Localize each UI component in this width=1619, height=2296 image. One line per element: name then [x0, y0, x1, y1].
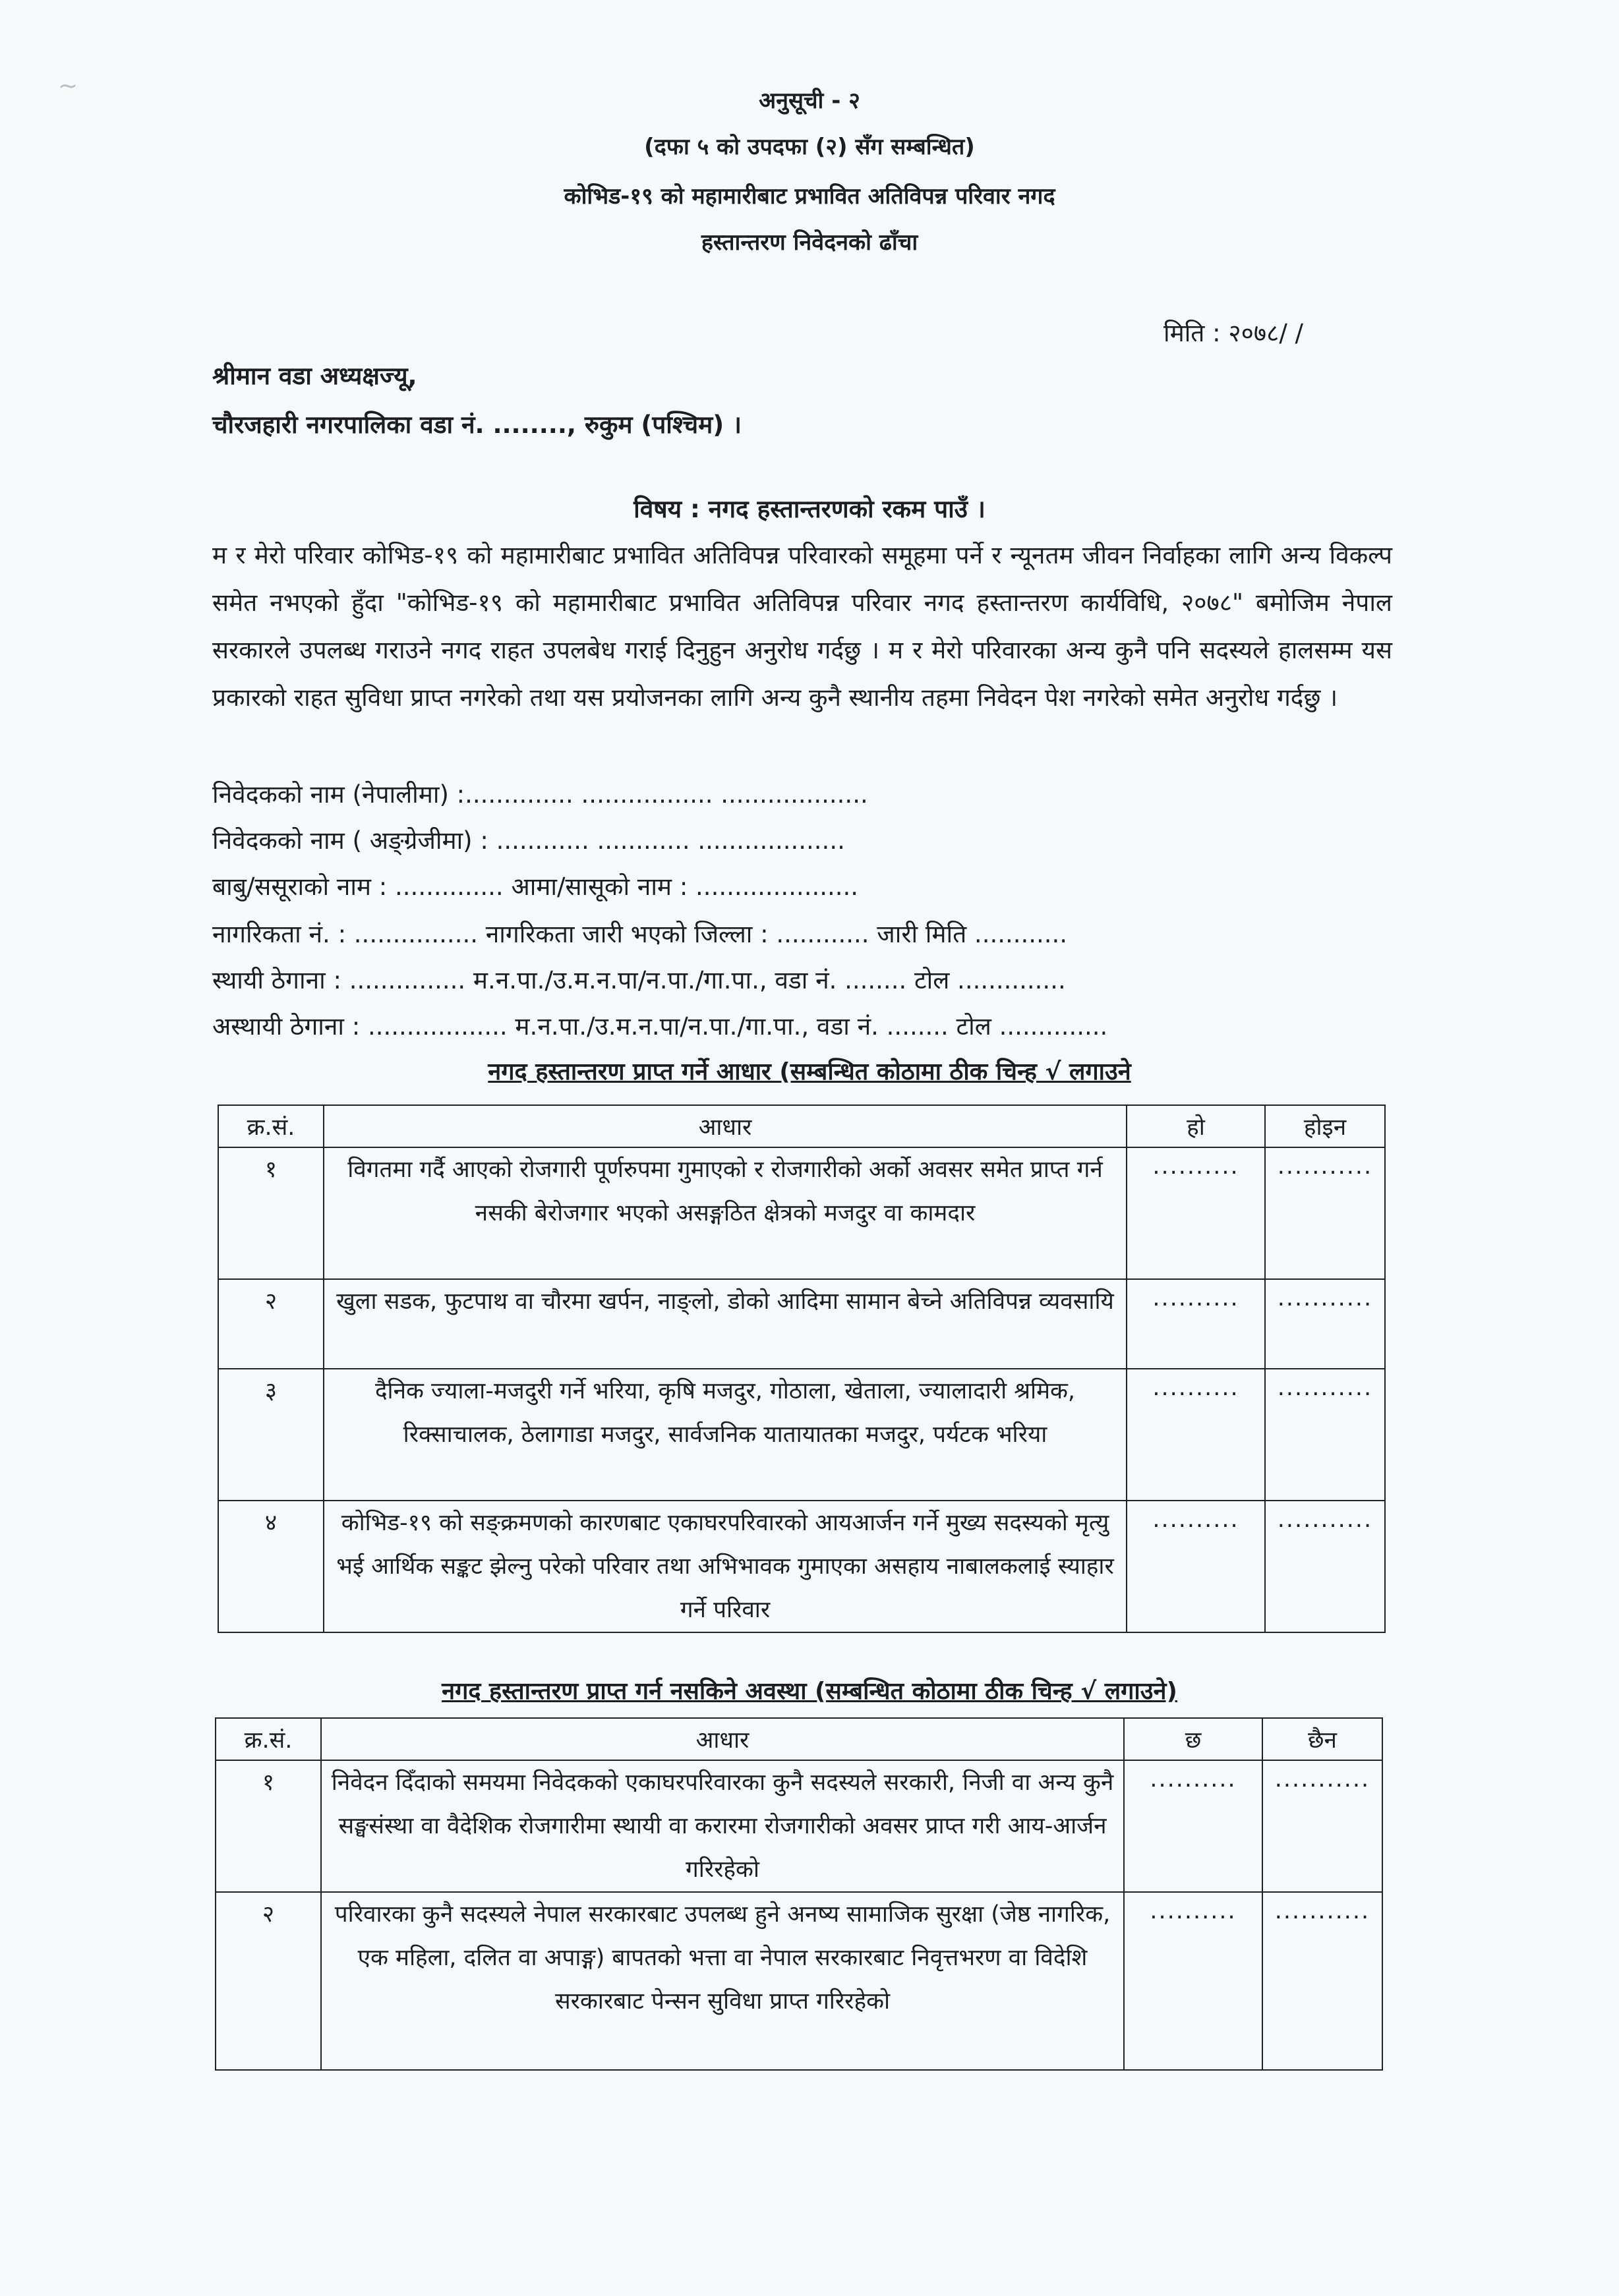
request-paragraph: म र मेरो परिवार कोभिड-१९ को महामारीबाट प्रभावित अतिविपन्न परिवारको समूहमा पर्ने र न्यूनतम जीवन निर्वाहका लागि अन्य विकल्प समेत नभएको हुँदा "कोभिड-१९ को महामारीबाट प्रभावित अतिविपन्न परिवार नगद हस्तान्तरण कार्यविधि, २०७८" बमोजिम नेपाल सरकारले उपलब्ध गराउने नगद राहत उपलबेध गराई दिनुहुन अनुरोध गर्दछु । म र मेरो परिवारका अन्य कुनै पनि सदस्यले हालसम्म यस प्रकारको राहत सुविधा प्राप्त नगरेको तथा यस प्रयोजनका लागि अन्य कुनै स्थानीय तहमा निवेदन पेश नगरेको समेत अनुरोध गर्दछु । — [212, 541, 1392, 712]
section-reference: (दफा ५ को उपदफा (२) सँग सम्बन्धित) — [644, 134, 975, 160]
eligibility-table-title: नगद हस्तान्तरण प्राप्त गर्ने आधार (सम्बन्धित कोठामा ठीक चिन्ह √ लगाउने — [488, 1058, 1131, 1085]
applicant-name-nepali-field: निवेदकको नाम (नेपालीमा) :.............. ................. ................... — [212, 780, 868, 809]
serial-number: २ — [218, 1279, 324, 1369]
column-header: क्र.सं. — [216, 1718, 321, 1760]
serial-number: ३ — [218, 1369, 324, 1501]
criteria-text: परिवारका कुनै सदस्यले नेपाल सरकारबाट उपलब्ध हुने अनष्य सामाजिक सुरक्षा (जेष्ठ नागरिक, एक महिला, दलित वा अपाङ्ग) बापतको भत्ता वा नेपाल सरकारबाट निवृत्तभरण वा विदेशि सरकारबाट पेन्सन सुविधा प्राप्त गरिरहेको — [321, 1892, 1124, 2070]
column-header: आधार — [321, 1718, 1124, 1760]
subject-line: विषय : नगद हस्तान्तरणको रकम पाउँ । — [633, 495, 986, 523]
column-header: हो — [1127, 1105, 1265, 1147]
form-title-line2: हस्तान्तरण निवेदनको ढाँचा — [701, 229, 918, 256]
yes-checkbox-cell[interactable]: .......... — [1127, 1147, 1265, 1279]
form-title-line1: कोभिड-१९ को महामारीबाट प्रभावित अतिविपन्न परिवार नगद — [564, 183, 1055, 210]
table-row — [216, 1892, 1382, 2070]
yes-checkbox-cell[interactable]: .......... — [1127, 1279, 1265, 1369]
no-checkbox-cell[interactable]: ........... — [1265, 1501, 1385, 1632]
criteria-text: निवेदन दिँदाको समयमा निवेदकको एकाघरपरिवारका कुनै सदस्यले सरकारी, निजी वा अन्य कुनै सङ्घसंस्था वा वैदेशिक रोजगारीमा स्थायी वा करारमा रोजगारीको अवसर प्राप्त गरी आय-आर्जन गरिरहेको — [321, 1760, 1124, 1892]
criteria-text: खुला सडक, फुटपाथ वा चौरमा खर्पन, नाङ्लो, डोको आदिमा सामान बेच्ने अतिविपन्न व्यवसायि — [324, 1279, 1127, 1369]
permanent-address-field: स्थायी ठेगाना : ............... म.न.पा./उ.म.न.पा/न.पा./गा.पा., वडा नं. ........ टोल .............. — [212, 966, 1066, 994]
table-row — [218, 1279, 1385, 1369]
yes-checkbox-cell[interactable]: .......... — [1124, 1760, 1262, 1892]
no-checkbox-cell[interactable]: ........... — [1262, 1892, 1382, 2070]
serial-number: ४ — [218, 1501, 324, 1632]
serial-number: १ — [216, 1760, 321, 1892]
column-header: क्र.सं. — [218, 1105, 324, 1147]
eligibility-table — [218, 1105, 1386, 1633]
addressee-title: श्रीमान वडा अध्यक्षज्यू, — [212, 362, 417, 390]
table-row — [218, 1369, 1385, 1501]
column-header: छैन — [1262, 1718, 1382, 1760]
no-checkbox-cell[interactable]: ........... — [1265, 1279, 1385, 1369]
ineligibility-table — [215, 1717, 1383, 2071]
scan-mark: ~ — [58, 72, 78, 100]
date-field: मिति : २०७८/ / — [1163, 319, 1304, 347]
no-checkbox-cell[interactable]: ........... — [1265, 1147, 1385, 1279]
serial-number: १ — [218, 1147, 324, 1279]
schedule-number: अनुसूची - २ — [759, 88, 860, 114]
citizenship-field: नागरिकता नं. : ................ नागरिकता जारी भएको जिल्ला : ............ जारी मिति ............ — [212, 920, 1068, 948]
table-header-row — [218, 1105, 1385, 1147]
applicant-name-english-field: निवेदकको नाम ( अङ्ग्रेजीमा) : ............ ............ ................... — [212, 826, 845, 855]
criteria-text: दैनिक ज्याला-मजदुरी गर्ने भरिया, कृषि मजदुर, गोठाला, खेताला, ज्यालादारी श्रमिक, रिक्साचालक, ठेलागाडा मजदुर, सार्वजनिक यातायातका मजदुर, पर्यटक भरिया — [324, 1369, 1127, 1501]
yes-checkbox-cell[interactable]: .......... — [1127, 1501, 1265, 1632]
parents-name-field: बाबु/ससूराको नाम : .............. आमा/सासूको नाम : ..................... — [212, 873, 859, 901]
criteria-text: विगतमा गर्दै आएको रोजगारी पूर्णरुपमा गुमाएको र रोजगारीको अर्को अवसर समेत प्राप्त गर्न नसकी बेरोजगार भएको असङ्गठित क्षेत्रको मजदुर वा कामदार — [324, 1147, 1127, 1279]
table-row — [218, 1501, 1385, 1632]
yes-checkbox-cell[interactable]: .......... — [1127, 1369, 1265, 1501]
addressee-office: चौरजहारी नगरपालिका वडा नं. ........, रुकुम (पश्चिम) । — [212, 411, 742, 439]
criteria-text: कोभिड-१९ को सङ्क्रमणको कारणबाट एकाघरपरिवारको आयआर्जन गर्ने मुख्य सदस्यको मृत्यु भई आर्थिक सङ्कट झेल्नु परेको परिवार तथा अभिभावक गुमाएका असहाय नाबालकलाई स्याहार गर्ने परिवार — [324, 1501, 1127, 1632]
no-checkbox-cell[interactable]: ........... — [1262, 1760, 1382, 1892]
table-row — [218, 1147, 1385, 1279]
table-header-row — [216, 1718, 1382, 1760]
table-row — [216, 1760, 1382, 1892]
column-header: छ — [1124, 1718, 1262, 1760]
ineligibility-table-title: नगद हस्तान्तरण प्राप्त गर्न नसकिने अवस्था (सम्बन्धित कोठामा ठीक चिन्ह √ लगाउने) — [442, 1678, 1177, 1705]
yes-checkbox-cell[interactable]: .......... — [1124, 1892, 1262, 2070]
temporary-address-field: अस्थायी ठेगाना : .................. म.न.पा./उ.म.न.पा/न.पा./गा.पा., वडा नं. ........ टोल .............. — [212, 1012, 1108, 1041]
column-header: होइन — [1265, 1105, 1385, 1147]
serial-number: २ — [216, 1892, 321, 2070]
no-checkbox-cell[interactable]: ........... — [1265, 1369, 1385, 1501]
column-header: आधार — [324, 1105, 1127, 1147]
